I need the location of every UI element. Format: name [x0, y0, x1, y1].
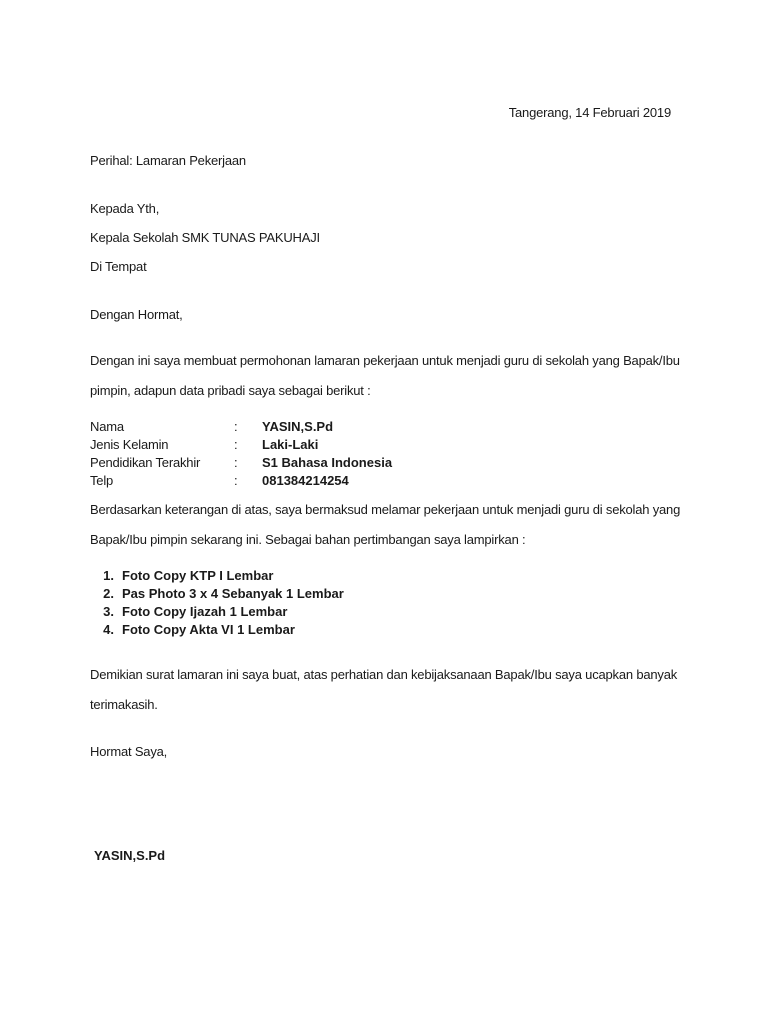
signature-name: YASIN,S.Pd	[94, 848, 166, 863]
place-date: Tangerang, 14 Februari 2019	[508, 105, 671, 120]
regards: Hormat Saya,	[90, 744, 168, 759]
attachment-list	[90, 567, 344, 639]
body-line-1: Berdasarkan keterangan di atas, saya bermaksud melamar pekerjaan untuk menjadi guru di sekolah yang	[90, 502, 681, 517]
salutation: Dengan Hormat,	[90, 307, 183, 322]
data-colon: :	[234, 419, 238, 434]
data-value: 081384214254	[262, 473, 349, 488]
list-item	[90, 621, 344, 639]
list-number: 2.	[103, 586, 114, 601]
subject-line: Perihal: Lamaran Pekerjaan	[90, 153, 246, 168]
list-item	[90, 603, 344, 621]
data-label: Telp	[90, 473, 114, 488]
data-row-gender	[90, 437, 510, 455]
list-number: 1.	[103, 568, 114, 583]
data-label: Jenis Kelamin	[90, 437, 169, 452]
data-colon: :	[234, 437, 238, 452]
list-number: 4.	[103, 622, 114, 637]
list-item	[90, 585, 344, 603]
data-row-name	[90, 419, 510, 437]
closing-line-1: Demikian surat lamaran ini saya buat, atas perhatian dan kebijaksanaan Bapak/Ibu saya ucapkan banyak	[90, 667, 678, 682]
body-line-2: Bapak/Ibu pimpin sekarang ini. Sebagai bahan pertimbangan saya lampirkan :	[90, 532, 526, 547]
list-item-text: Pas Photo 3 x 4 Sebanyak 1 Lembar	[122, 586, 344, 601]
intro-line-1: Dengan ini saya membuat permohonan lamaran pekerjaan untuk menjadi guru di sekolah yang Bapak/Ibu	[90, 353, 680, 368]
recipient-name: Kepala Sekolah SMK TUNAS PAKUHAJI	[90, 230, 320, 245]
list-item-text: Foto Copy Akta VI 1 Lembar	[122, 622, 295, 637]
data-value: S1 Bahasa Indonesia	[262, 455, 393, 470]
list-item	[90, 567, 344, 585]
list-number: 3.	[103, 604, 114, 619]
data-colon: :	[234, 455, 238, 470]
list-item-text: Foto Copy Ijazah 1 Lembar	[122, 604, 288, 619]
data-label: Nama	[90, 419, 124, 434]
list-item-text: Foto Copy KTP I Lembar	[122, 568, 274, 583]
data-row-education	[90, 455, 510, 473]
recipient-place: Di Tempat	[90, 259, 147, 274]
data-colon: :	[234, 473, 238, 488]
intro-line-2: pimpin, adapun data pribadi saya sebagai berikut :	[90, 383, 371, 398]
recipient-greeting: Kepada Yth,	[90, 201, 160, 216]
data-row-phone	[90, 473, 510, 491]
data-value: Laki-Laki	[262, 437, 319, 452]
closing-line-2: terimakasih.	[90, 697, 158, 712]
data-value: YASIN,S.Pd	[262, 419, 334, 434]
data-label: Pendidikan Terakhir	[90, 455, 201, 470]
